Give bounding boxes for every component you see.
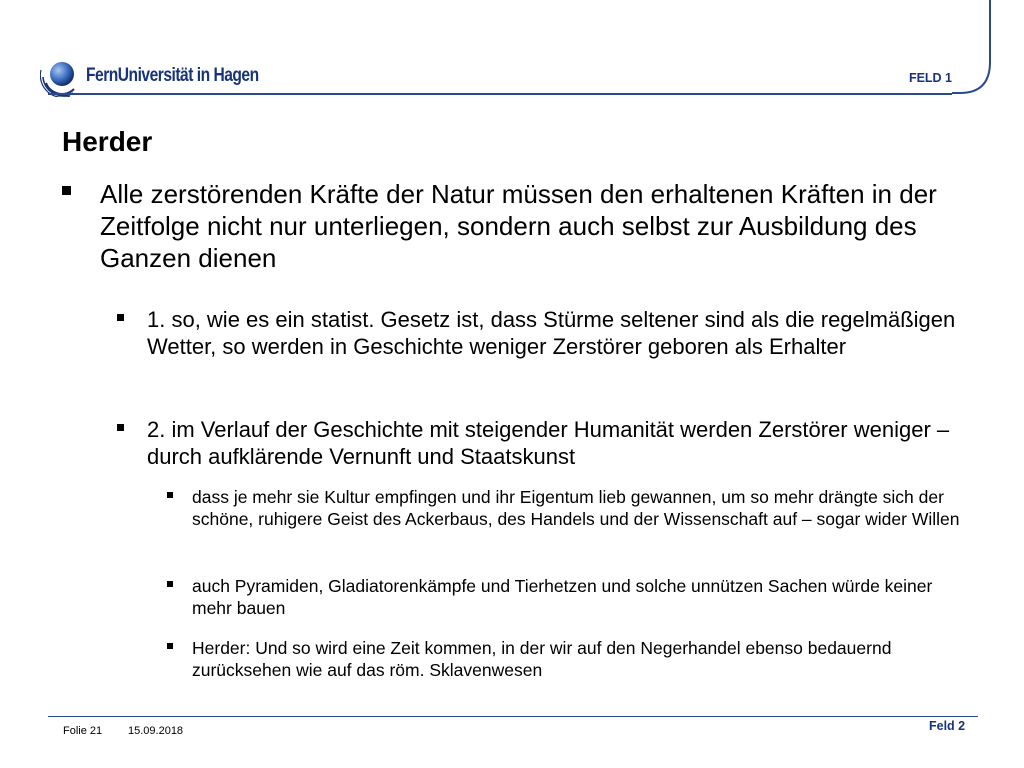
bullet-text: dass je mehr sie Kultur empfingen und ihr Eigentum lieb gewannen, um so mehr drängte sich der schöne, ruhigere Geist des Ackerbaus, des Handels und der Wissenschaft auf – sogar wider Willen (192, 487, 960, 529)
header-field-label: FELD 1 (908, 71, 952, 85)
footer-divider (48, 716, 978, 717)
logo-text: FernUniversität in Hagen (86, 65, 259, 86)
bullet-square-icon (117, 424, 124, 431)
bullet-text: 1. so, wie es ein statist. Gesetz ist, dass Stürme seltener sind als die regelmäßigen Wetter, so werden in Geschichte weniger Zerstörer geboren als Erhalter (147, 307, 956, 359)
bullet-square-icon (167, 492, 173, 498)
logo-sphere-icon (40, 55, 82, 97)
header-corner-decoration (952, 0, 997, 100)
list-item (117, 416, 977, 470)
bullet-square-icon (117, 314, 124, 321)
footer-field-label: Feld 2 (929, 719, 966, 733)
bullet-square-icon (167, 643, 173, 649)
bullet-square-icon (167, 581, 173, 587)
bullet-text: Herder: Und so wird eine Zeit kommen, in der wir auf den Negerhandel ebenso bedauernd zurücksehen wie auf das röm. Sklavenwesen (192, 638, 892, 680)
header-divider (48, 93, 952, 95)
list-item (167, 486, 967, 530)
bullet-text: 2. im Verlauf der Geschichte mit steigender Humanität werden Zerstörer weniger – durch aufklärende Vernunft und Staatskunst (147, 417, 950, 469)
university-logo (40, 55, 296, 97)
bullet-text: auch Pyramiden, Gladiatorenkämpfe und Tierhetzen und solche unnützen Sachen würde keiner mehr bauen (192, 576, 933, 618)
slide-date: 15.09.2018 (128, 725, 184, 737)
list-item (117, 306, 977, 360)
bullet-square-icon (62, 186, 71, 195)
list-item (62, 178, 962, 274)
slide-number: Folie 21 (63, 725, 103, 737)
bullet-text: Alle zerstörenden Kräfte der Natur müssen den erhaltenen Kräften in der Zeitfolge nicht nur unterliegen, sondern auch selbst zur Ausbildung des Ganzen dienen (100, 179, 937, 273)
list-item (167, 575, 967, 619)
slide-title: Herder (62, 126, 153, 157)
list-item (167, 637, 967, 681)
